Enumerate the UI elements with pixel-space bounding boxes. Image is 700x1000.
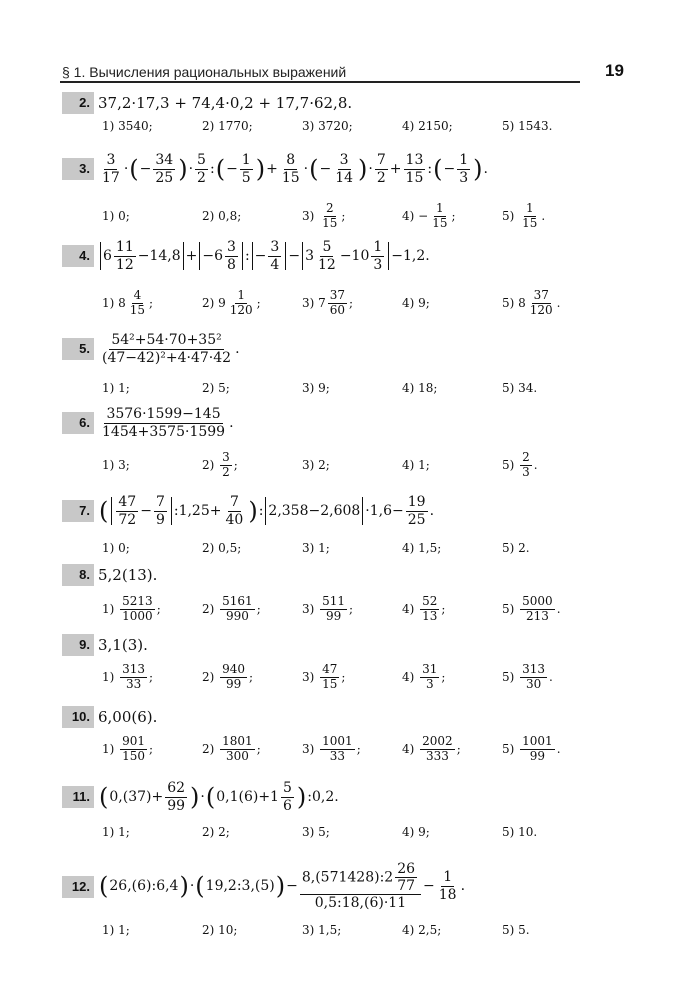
answer-option: 1) 3540;: [102, 119, 153, 133]
problem-number: 6.: [62, 412, 94, 434]
problem-number: 4.: [62, 245, 94, 267]
answer-option: 2) 1770;: [202, 119, 253, 133]
problem-expression: 6,00(6).: [98, 708, 158, 726]
problem-expression: $\frac{\text{54²+54·70+35²}}{\text{(47−42)²+4·47·42}}$ .: [102, 332, 240, 366]
problem-expression: 3,1(3).: [98, 636, 148, 654]
problem-expression: $\frac{3}{17}$ · ( − $\frac{34}{25}$ ) · $\frac{5}{2}$ : ( − $\frac{1}{5}$ ) + $\frac{8}{15}$ · ( − $\frac{3}{14}$ ) · $\frac{7}{2}$ + $\frac{13}{15}$ : ( − $\frac{1}{3}$ ) .: [102, 152, 488, 186]
problem-number: 7.: [62, 500, 94, 522]
problem-number: 8.: [62, 564, 94, 586]
problem-number: 2.: [62, 92, 94, 114]
answer-option: 4) 2150;: [402, 119, 453, 133]
textbook-page: § 1. Вычисления рациональных выражений 19 2. 37,2·17,3 + 74,4·0,2 + 17,7·62,8. 1) 3540; 2) 1770; 3) 3720; 4) 2150; 5) 1543. 3. $\frac{3}{17}$ · ( − $\frac{34}{25}$ ) · $\frac{5}{2}$ : ( − $\frac{1}{5}$ ) + $\frac{8}{15}$ · ( − $\frac{3}{14}$ ) · $\frac{7}{2}$ + $\frac{13}{15}$ : ( − $\frac{1}{3}$ ) . 1) 0; 2) 0,8; 3) $\frac{2}{15}$ ; 4) − $\frac{1}{15}$ ; 5) $\frac{1}{15}$ . 4. 6 $\frac{11}{12}$ −14,8 + −6 $\frac{3}{8}$ : − $\frac{3}{4}$ − 3 $\frac{5}{12}$ −10 $\frac{1}{3}$ −1,2. 1) 8 $\frac{4}{15}$ ; 2) 9 $\frac{1}{120}$ ; 3) 7 $\frac{37}{60}$ ; 4) 9; 5) 8 $\frac{37}{120}$ . 5. $\frac{\text{54²+54·70+35²}}{\text{(47−42)²+4·47·42}}$ . 1) 1; 2) 5; 3) 9; 4) 18; 5) 34. 6. $\frac{3576\cdot 1599-145}{1454+3575\cdot 1599}$ . 1) 3; 2) $\frac{3}{2}$ ; 3) 2; 4) 1; 5) $\frac{2}{3}$ . 7. ( $\frac{47}{72}$ − $\frac{7}{9}$ :1,25+ $\frac{7}{40}$ ) : 2,358−2,608 ·1,6− $\frac{19}{25}$ . 1) 0; 2) 0,5; 3) 1; 4) 1,5; 5) 2. 8. 5,2(13). 1) $\frac{5213}{1000}$ ; 2) $\frac{5161}{990}$ ; 3) $\frac{511}{99}$ ; 4) $\frac{52}{13}$ ; 5) $\frac{5000}{213}$ . 9. 3,1(3). 1) $\frac{313}{33}$ ; 2) $\frac{940}{99}$ ; 3) $\frac{47}{15}$ ; 4) $\frac{31}{3}$ ; 5) $\frac{313}{30}$ . 10. 6,00(6). 1) $\frac{901}{150}$ ; 2) $\frac{1801}{300}$ ; 3) $\frac{1001}{33}$ ; 4) $\frac{2002}{333}$ ; 5) $\frac{1001}{99}$ . 11. ( 0,(37)+ $\frac{62}{99}$ ) · ( 0,1(6)+1 $\frac{5}{6}$ ) :0,2. 1) 1; 2) 2; 3) 5; 4) 9; 5) 10. 12. ( 26,(6):6,4 ) · ( 19,2:3,(5) ) − 8,(571428):2 $\frac{26}{77}$ 0,5:18,(6)·11 − $\frac{1}{18}$ . 1) 1; 2) 10; 3) 1,5; 4) 2,5; 5) 5.: [62, 61, 624, 937]
problem-expression: 37,2·17,3 + 74,4·0,2 + 17,7·62,8.: [98, 94, 353, 112]
problem-number: 9.: [62, 634, 94, 656]
problem-expression: ( $\frac{47}{72}$ − $\frac{7}{9}$ :1,25+ $\frac{7}{40}$ ) : 2,358−2,608 ·1,6− $\frac{19}{25}$ .: [99, 494, 435, 528]
problem-number: 11.: [62, 786, 94, 808]
header-rule: [60, 81, 580, 83]
problem-expression: 6 $\frac{11}{12}$ −14,8 + −6 $\frac{3}{8}$ : − $\frac{3}{4}$ − 3 $\frac{5}{12}$ −10 $\frac{1}{3}$ −1,2.: [98, 236, 430, 276]
problem-number: 3.: [62, 158, 94, 180]
problem-expression: $\frac{3576\cdot 1599-145}{1454+3575\cdot 1599}$ .: [102, 406, 234, 440]
answer-option: 5) 1543.: [502, 119, 553, 133]
answer-option: 3) 3720;: [302, 119, 353, 133]
problem-expression: 5,2(13).: [98, 566, 158, 584]
section-header: § 1. Вычисления рациональных выражений: [62, 64, 347, 80]
problem-number: 12.: [62, 876, 94, 898]
problem-expression: ( 0,(37)+ $\frac{62}{99}$ ) · ( 0,1(6)+1 $\frac{5}{6}$ ) :0,2.: [99, 780, 339, 814]
problem-number: 10.: [62, 706, 94, 728]
problem-expression: ( 26,(6):6,4 ) · ( 19,2:3,(5) ) − 8,(571428):2 $\frac{26}{77}$ 0,5:18,(6)·11 − $\frac{1}{18}$ .: [99, 860, 466, 912]
problem-number: 5.: [62, 338, 94, 360]
page-number: 19: [605, 61, 624, 80]
